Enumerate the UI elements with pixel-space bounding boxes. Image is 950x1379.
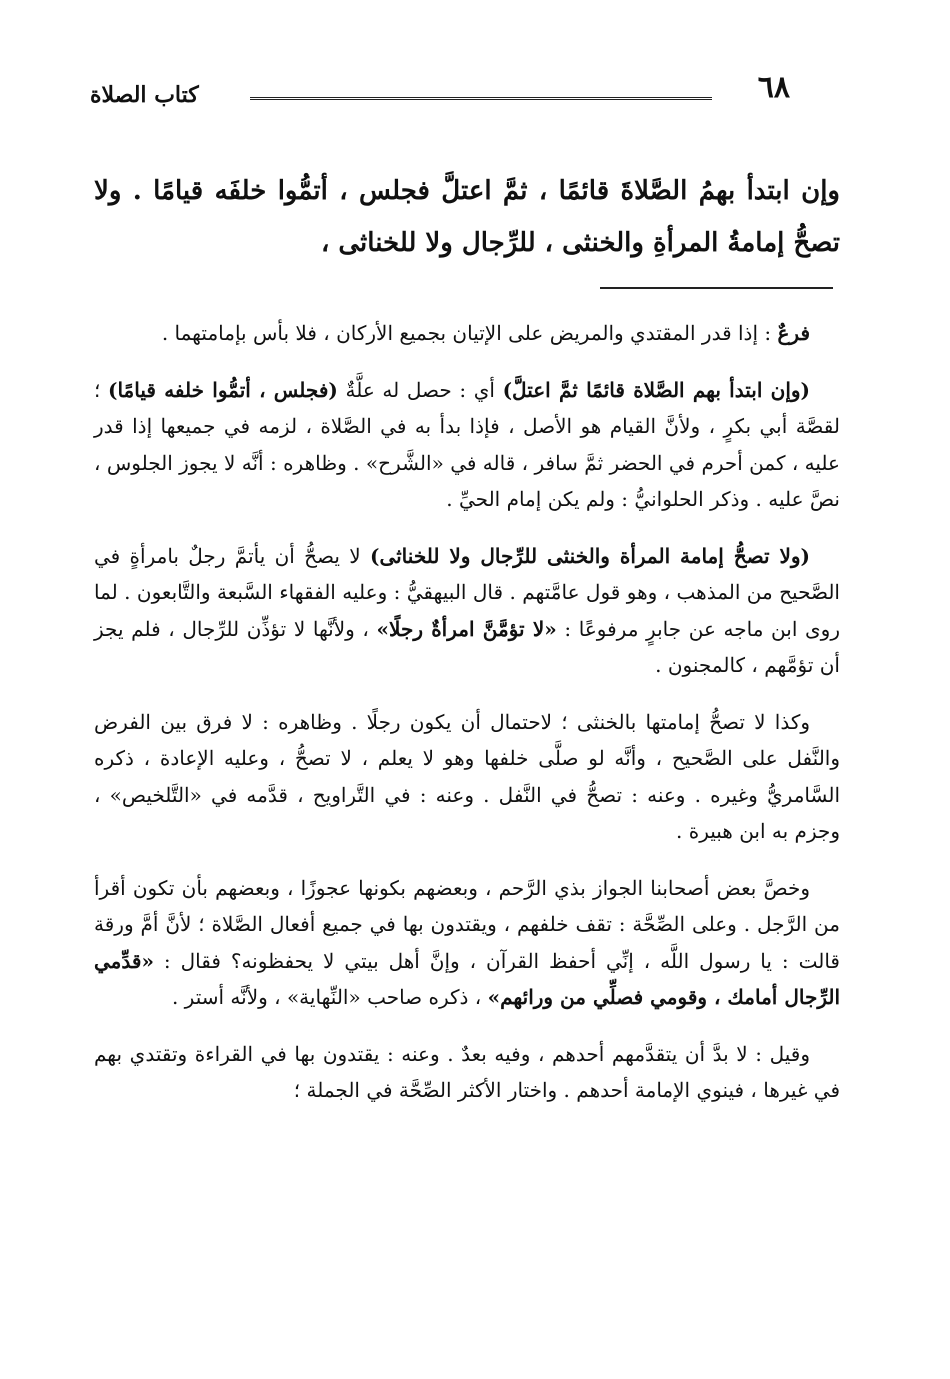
paragraph-3 xyxy=(94,538,840,684)
paragraph-6 xyxy=(94,1036,840,1109)
paragraph-1-lead: فرعٌ xyxy=(777,321,810,345)
separator-rule xyxy=(600,287,833,289)
paragraph-3-lead: (ولا تصحُّ إمامة المرأة والخنثى للرِّجال ولا للخناثى) xyxy=(369,543,810,568)
paragraph-1 xyxy=(94,315,840,352)
paragraph-2-text-a: أي : حصل له علَّةٌ xyxy=(337,377,503,402)
book-title: كتاب الصلاة xyxy=(90,82,199,108)
paragraph-4-text: وكذا لا تصحُّ إمامتها بالخنثى ؛ لاحتمال أن يكون رجلًا . وظاهره : لا فرق بين الفرض والنَّفل على الصَّحيح ، وأنَّه لو صلَّى خلفها وهو لا يعلم ، لا تصحُّ ، وعليه الإعادة ، ذكره السَّامريُّ وغيره . وعنه : تصحُّ في النَّفل . وعنه : في التَّراويح ، قدَّمه في «التَّلخيص» ، وجزم به ابن هبيرة . xyxy=(94,709,840,843)
paragraph-2-lead: (وإن ابتدأ بهم الصَّلاة قائمًا ثمَّ اعتلَّ) xyxy=(502,377,811,402)
paragraph-5-text-b: ، ذكره صاحب «النِّهاية» ، ولأنَّه أستر . xyxy=(171,985,488,1009)
commentary xyxy=(94,315,840,1129)
paragraph-5-text-a: وخصَّ بعض أصحابنا الجواز بذي الرَّحم ، وبعضهم بكونها عجوزًا ، وبعضهم بأن تكون أقرأ من الرَّجل . وعلى الصِّحَّة : تقف خلفهم ، ويقتدون بها في جميع أفعال الصَّلاة ؛ لأنَّ أمَّ ورقة قالت : يا رسول اللَّه ، إنِّي أحفظ القرآن ، وإنَّ أهل بيتي لا يحفظونه؟ فقال : xyxy=(94,875,840,973)
base-text: وإن ابتدأ بهمُ الصَّلاةَ قائمًا ، ثمَّ اعتلَّ فجلس ، أتمُّوا خلفَه قيامًا . ولا تصحُّ إمامةُ المرأةِ والخنثى ، للرِّجال ولا للخناثى ، xyxy=(94,176,840,258)
paragraph-5 xyxy=(94,870,840,1016)
running-header xyxy=(90,70,790,114)
paragraph-4 xyxy=(94,704,840,850)
paragraph-3-hadith: «لا تؤمَّنَّ امرأةٌ رجلًا» xyxy=(376,616,557,641)
paragraph-2-text-b: ؛ لقصَّة أبي بكرٍ ، ولأنَّ القيام هو الأصل ، فإذا بدأ به في الصَّلاة ، لزمه في جميعها إذا قدر عليه ، كمن أحرم في الحضر ثمَّ سافر ، قاله في «الشَّرح» . وظاهره : أنَّه لا يجوز الجلوس ، نصَّ عليه . وذكر الحلوانيُّ : ولم يكن إمام الحيِّ . xyxy=(94,377,840,511)
paragraph-3-text-b: ، ولأنَّها لا تؤذِّن للرِّجال ، فلم يجز أن تؤمَّهم ، كالمجنون . xyxy=(94,616,840,677)
paragraph-1-text: : إذا قدر المقتدي والمريض على الإتيان بجميع الأركان ، فلا بأس بإمامتهما . xyxy=(161,321,778,345)
header-rule xyxy=(250,97,712,103)
paragraph-2-quote: (فجلس ، أتمُّوا خلفه قيامًا) xyxy=(108,377,338,402)
paragraph-2 xyxy=(94,372,840,518)
paragraph-6-text: وقيل : لا بدَّ أن يتقدَّمهم أحدهم ، وفيه بعدٌ . وعنه : يقتدون بها في القراءة وتقتدي بهم في غيرها ، فينوي الإمامة أحدهم . واختار الأكثر الصِّحَّة في الجملة ؛ xyxy=(94,1041,840,1102)
paragraph-5-hadith: «قدِّمي الرِّجال أمامك ، وقومي فصلِّي من ورائهم» xyxy=(94,948,840,1009)
page-number: ٦٨ xyxy=(757,70,790,105)
paragraph-3-text-a: لا يصحُّ أن يأتمَّ رجلٌ بامرأةٍ في الصَّحيح من المذهب ، وهو قول عامَّتهم . قال البيهقيُّ : وعليه الفقهاء السَّبعة والتَّابعون . لما روى ابن ماجه عن جابرٍ مرفوعًا : xyxy=(94,543,840,641)
